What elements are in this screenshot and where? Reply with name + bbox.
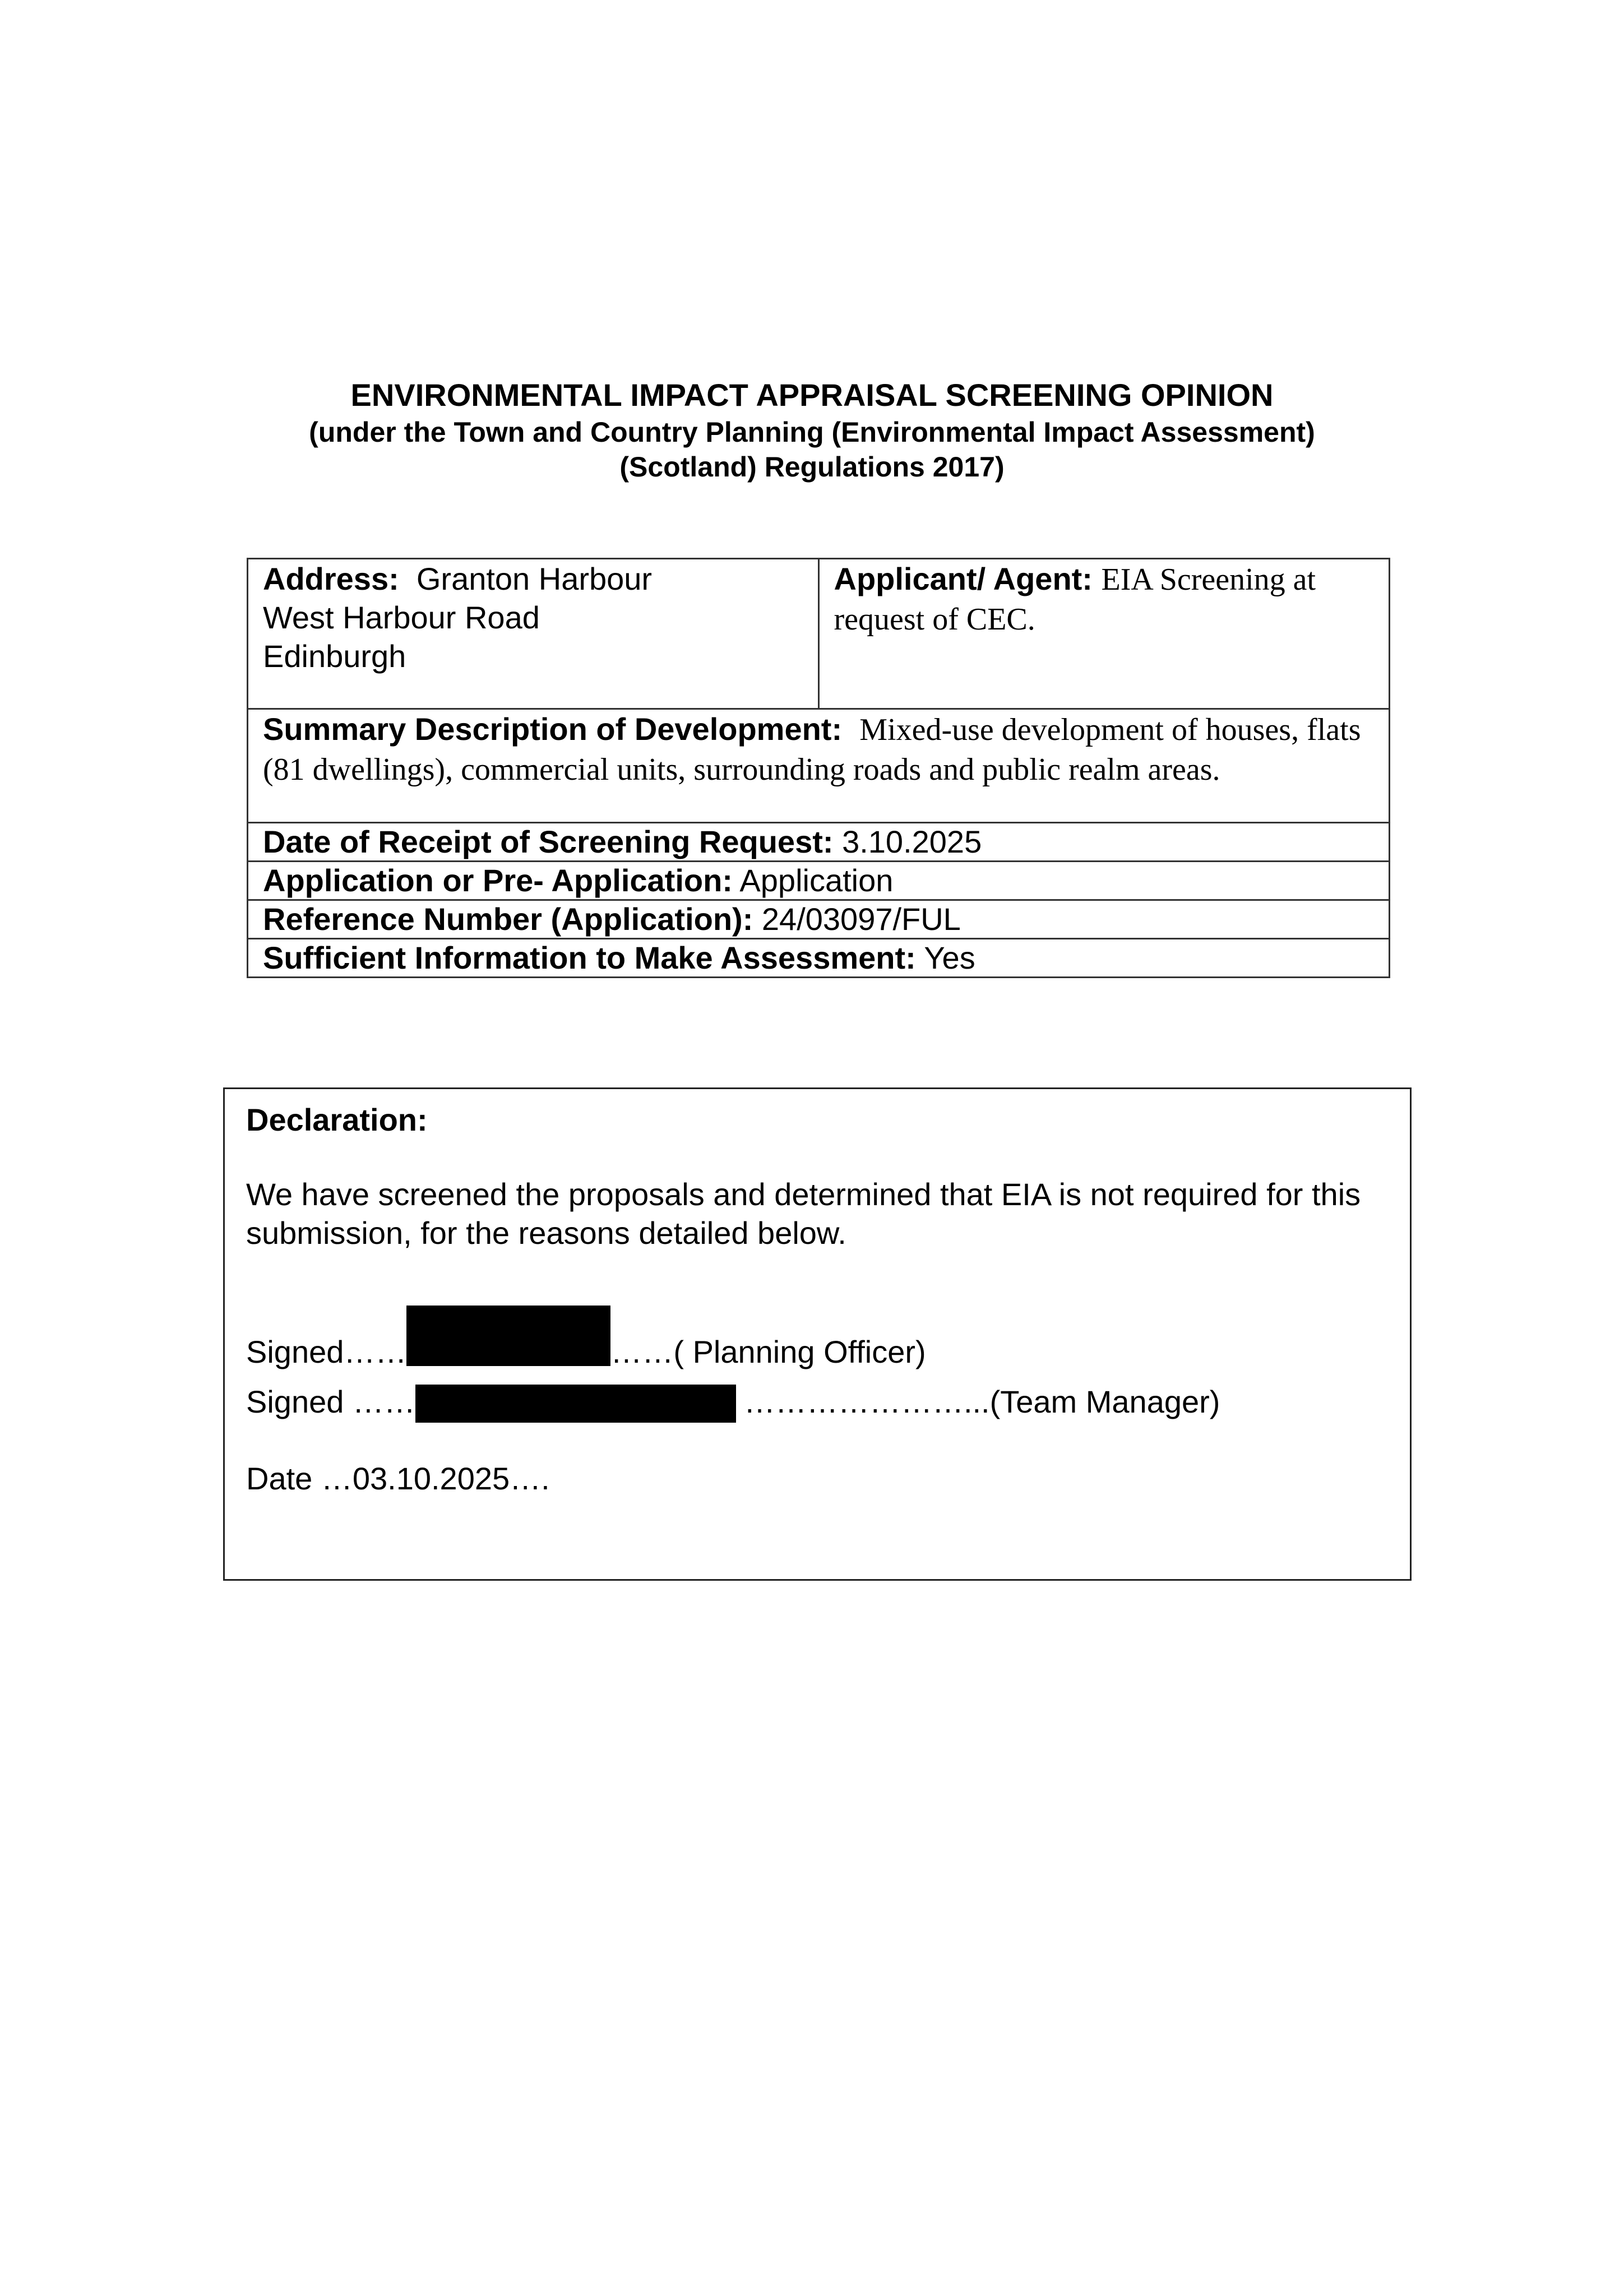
redacted-signature-planning-officer xyxy=(406,1306,610,1366)
address-cell xyxy=(248,559,819,709)
applicant-label: Applicant/ Agent: xyxy=(834,561,1093,596)
sufficient-info-value: Yes xyxy=(924,940,975,975)
receipt-row xyxy=(248,823,1390,862)
receipt-label: Date of Receipt of Screening Request: xyxy=(263,824,834,859)
planning-officer-signature-line xyxy=(246,1306,926,1371)
application-cell xyxy=(248,862,1390,900)
reference-value: 24/03097/FUL xyxy=(761,901,961,937)
application-value: Application xyxy=(739,863,894,898)
signed1-prefix: Signed…… xyxy=(246,1334,407,1369)
sufficient-info-label: Sufficient Information to Make Assessment: xyxy=(263,940,916,975)
summary-row xyxy=(248,709,1390,823)
address-line3: Edinburgh xyxy=(263,638,406,674)
document-title-block xyxy=(0,376,1624,484)
reference-cell xyxy=(248,900,1390,939)
applicant-cell xyxy=(818,559,1390,709)
address-label: Address: xyxy=(263,561,399,596)
signed2-suffix: …………………...(Team Manager) xyxy=(743,1384,1220,1419)
address-line2: West Harbour Road xyxy=(263,600,540,635)
screening-info-table xyxy=(247,558,1390,978)
sufficient-info-cell xyxy=(248,939,1390,978)
redacted-signature-team-manager xyxy=(415,1385,736,1423)
document-subtitle-line1: (under the Town and Country Planning (Environmental Impact Assessment) xyxy=(309,416,1315,448)
reference-row xyxy=(248,900,1390,939)
receipt-cell xyxy=(248,823,1390,862)
document-title: ENVIRONMENTAL IMPACT APPRAISAL SCREENING OPINION xyxy=(350,377,1274,413)
document-subtitle-line2: (Scotland) Regulations 2017) xyxy=(619,451,1005,483)
application-label: Application or Pre- Application: xyxy=(263,863,733,898)
declaration-box xyxy=(223,1087,1412,1581)
declaration-date: Date …03.10.2025…. xyxy=(246,1461,550,1496)
signed1-suffix: ……( Planning Officer) xyxy=(610,1334,926,1369)
summary-cell xyxy=(248,709,1390,823)
declaration-text: We have screened the proposals and determined that EIA is not required for this submission, for the reasons detailed below. xyxy=(246,1177,1361,1251)
receipt-value: 3.10.2025 xyxy=(842,824,982,859)
reference-label: Reference Number (Application): xyxy=(263,901,753,937)
address-line1: Granton Harbour xyxy=(416,561,653,596)
summary-label: Summary Description of Development: xyxy=(263,711,843,747)
declaration-heading: Declaration: xyxy=(246,1102,428,1137)
signed2-prefix: Signed …… xyxy=(246,1384,415,1419)
team-manager-signature-line xyxy=(246,1382,1220,1421)
address-applicant-row xyxy=(248,559,1390,709)
application-row xyxy=(248,862,1390,900)
sufficient-info-row xyxy=(248,939,1390,978)
summary-value: Mixed-use development of houses, flats (81 dwellings), commercial units, surrounding roads and public realm areas. xyxy=(263,712,1361,787)
applicant-value: EIA Screening at request of CEC. xyxy=(834,562,1316,637)
